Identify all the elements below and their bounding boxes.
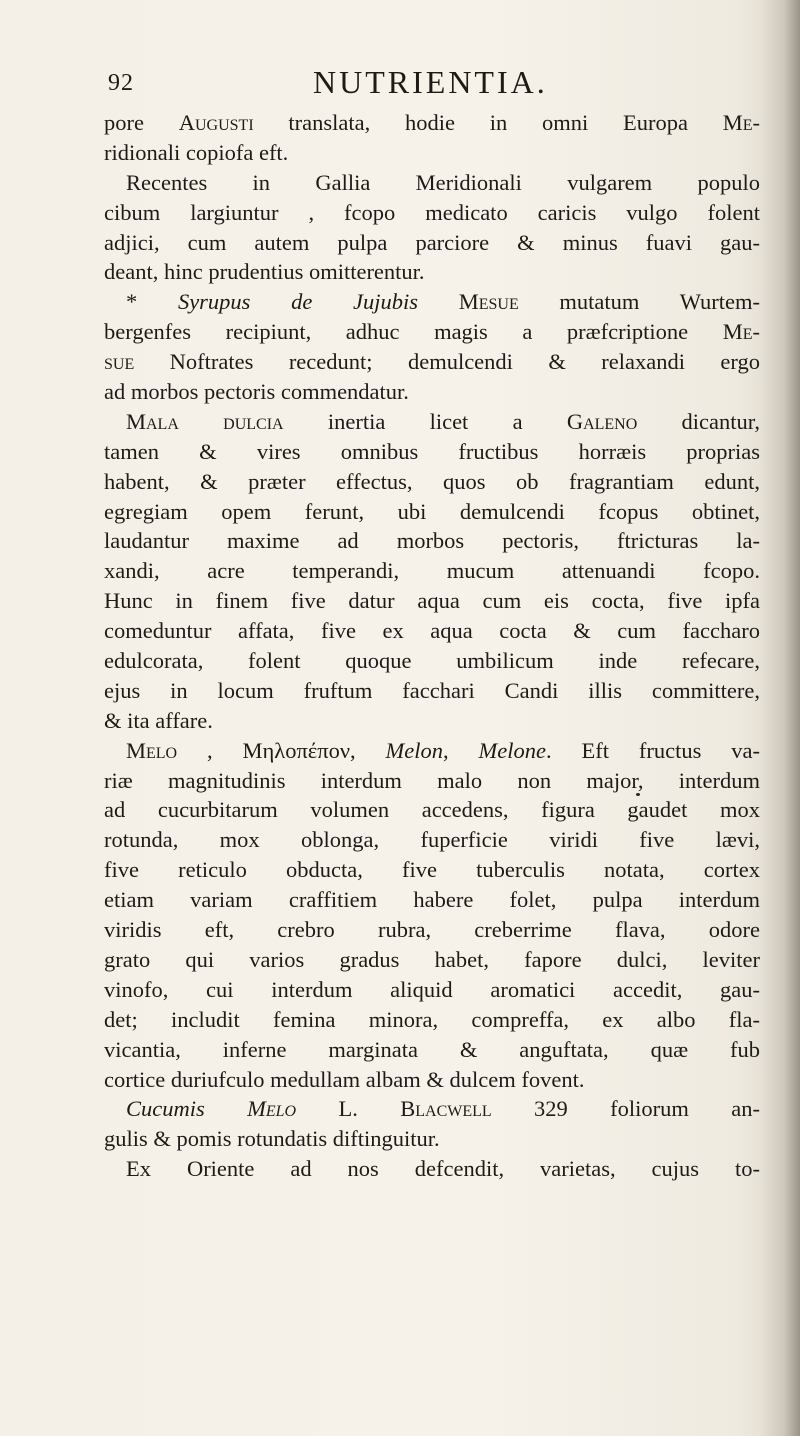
text-line: five reticulo obducta, five tuberculis notata, cortex [104,857,760,883]
text-line: vinofo, cui interdum aliquid aromatici accedit, gau- [104,976,760,1002]
text-line: & ita affare. [104,707,213,733]
text-line: pore Augusti translata, hodie in omni Europa Me- [104,110,760,135]
text-line: vicantia, inferne marginata & anguftata, quæ fub [104,1036,760,1062]
text-line: grato qui varios gradus habet, fapore dulci, leviter [104,946,760,972]
page-edge-shadow [760,0,800,1436]
text-line: Cucumis Melo L. Blacwell 329 foliorum an- [126,1096,761,1122]
text-line: cortice duriufculo medullam albam & dulcem fovent. [104,1066,585,1092]
text-line: ad cucurbitarum volumen accedens, figura gaudet mox [104,797,760,823]
text-line: sue Noftrates recedunt; demulcendi & relaxandi ergo [104,349,760,375]
text-line: habent, & præter effectus, quos ob fragrantiam edunt, [104,468,760,494]
ink-speck [636,793,640,796]
text-line: bergenfes recipiunt, adhuc magis a præfcriptione Me- [104,319,760,345]
text-line: edulcorata, folent quoque umbilicum inde refecare, [104,648,760,674]
running-title: NUTRIENTIA. [313,64,548,100]
text-line: viridis eft, crebro rubra, creberrime flava, odore [104,917,760,943]
text-line: gulis & pomis rotundatis diftinguitur. [104,1126,440,1152]
text-line: ejus in locum fruftum facchari Candi illis committere, [104,677,760,703]
text-line: comeduntur affata, five ex aqua cocta & cum faccharo [104,618,760,644]
text-line: Recentes in Gallia Meridionali vulgarem populo [126,169,760,195]
running-head [108,62,728,102]
text-line: * Syrupus de Jujubis Mesue mutatum Wurtem- [126,289,761,315]
text-line: xandi, acre temperandi, mucum attenuandi fcopo. [104,558,760,584]
text-line: deant, hinc prudentius omitterentur. [104,259,425,285]
body-text [104,108,760,1184]
page-number: 92 [108,70,134,96]
text-line: Mala dulcia inertia licet a Galeno dicantur, [126,408,760,434]
text-line: tamen & vires omnibus fructibus horræis proprias [104,438,760,464]
text-line: det; includit femina minora, compreffa, ex albo fla- [104,1006,760,1032]
text-line: laudantur maxime ad morbos pectoris, ftricturas la- [104,528,760,554]
text-line: Hunc in finem five datur aqua cum eis cocta, five ipfa [104,588,760,614]
text-line: ridionali copiofa eft. [104,139,289,165]
text-line: rotunda, mox oblonga, fuperficie viridi five lævi, [104,827,760,853]
text-line: egregiam opem ferunt, ubi demulcendi fcopus obtinet, [104,498,760,524]
text-line: riæ magnitudinis interdum malo non major, interdum [104,767,760,793]
text-line: Melo , Μηλοπέπον, Melon, Melone. Eft fructus va- [126,737,760,763]
text-line: etiam variam craffitiem habere folet, pulpa interdum [104,887,760,913]
text-line: Ex Oriente ad nos defcendit, varietas, cujus to- [126,1156,760,1182]
text-line: adjici, cum autem pulpa parciore & minus fuavi gau- [104,229,760,255]
text-line: ad morbos pectoris commendatur. [104,379,409,405]
text-line: cibum largiuntur , fcopo medicato caricis vulgo folent [104,199,760,225]
